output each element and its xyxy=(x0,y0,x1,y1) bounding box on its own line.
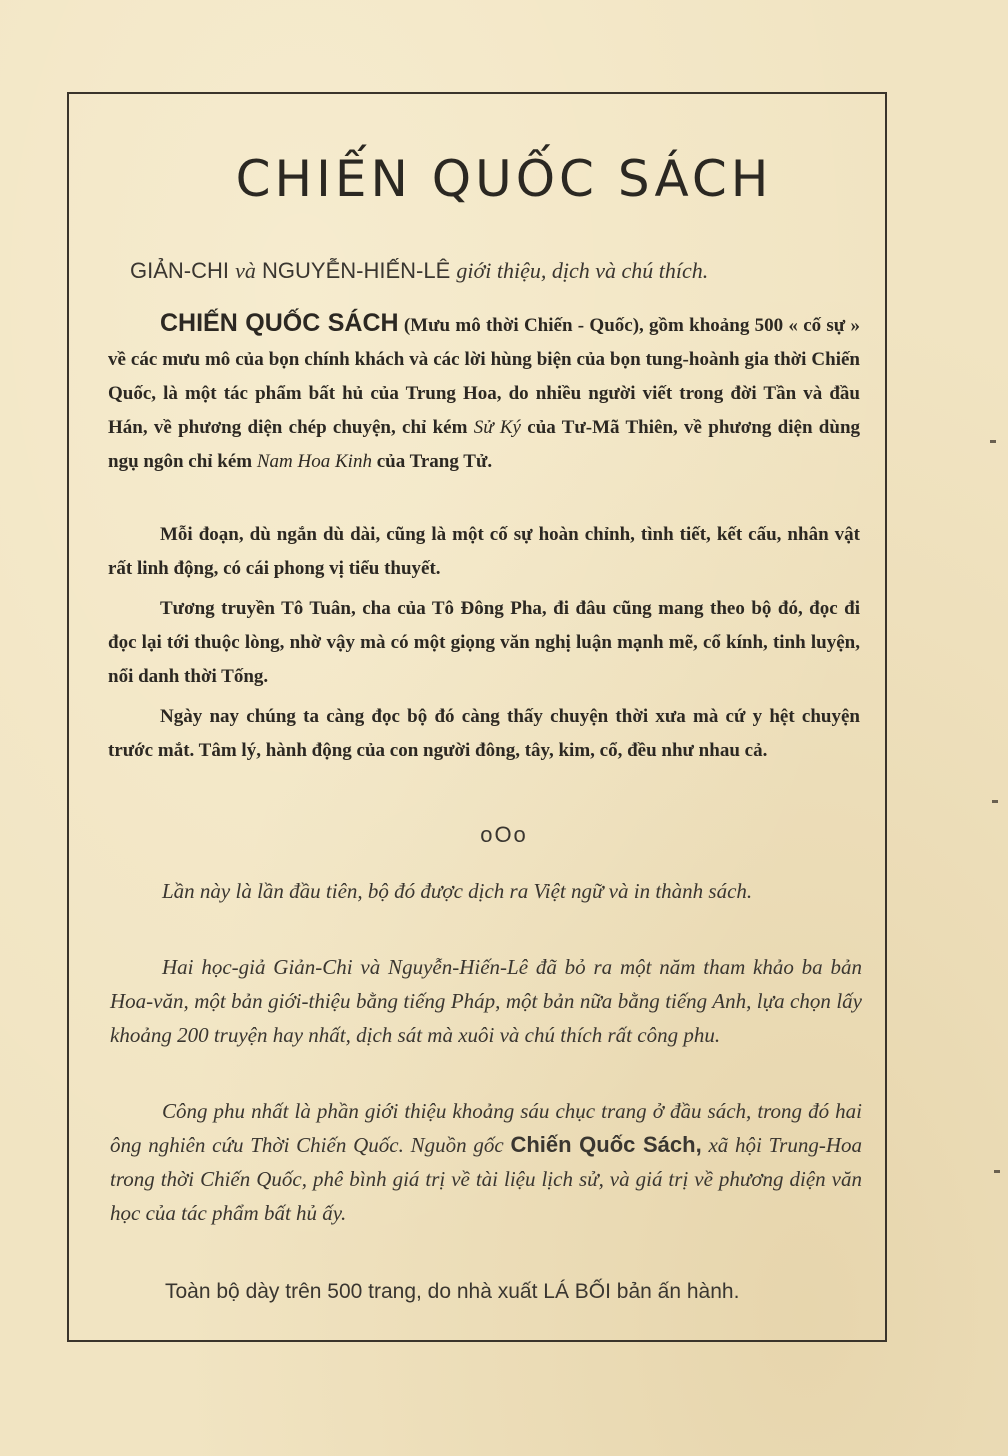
intro-text-1: (Mưu mô thời Chiến - Quốc), gồm khoảng 500 « cố sự » về các mưu mô của bọn chính khách và các lời hùng biện của bọn tung-hoành gia thời Chiến Quốc, là một tác phẩm bất hủ của Trung Hoa, do nhiều người viết trong đời Tần và đầu Hán, về phương diện chép chuyện, chỉ kém xyxy=(108,315,860,438)
author-1: GIẢN-CHI xyxy=(130,258,229,283)
ipara3-text-2: xã hội Trung-Hoa trong thời Chiến Quốc, phê bình giá trị về tài liệu lịch sử, và giá trị về phương diện văn học của tác phẩm bất hủ ấy. xyxy=(110,1133,862,1225)
ipara3-bold: Chiến Quốc Sách, xyxy=(510,1132,702,1157)
italic-paragraph-3 xyxy=(110,1094,862,1230)
paragraph-2: Mỗi đoạn, dù ngắn dù dài, cũng là một cố sự hoàn chỉnh, tình tiết, kết cấu, nhân vật rất linh động, có cái phong vị tiểu thuyết. xyxy=(108,524,860,579)
edge-mark xyxy=(990,440,996,443)
intro-text-2: của Tư-Mã Thiên, về phương diện dùng ngụ ngôn chỉ kém xyxy=(108,417,861,472)
page-title: CHIẾN QUỐC SÁCH xyxy=(235,150,773,208)
italic-paragraph-1: Lần này là lần đầu tiên, bộ đó được dịch ra Việt ngữ và in thành sách. xyxy=(162,879,753,903)
byline xyxy=(130,258,890,284)
intro-em-2: Nam Hoa Kinh xyxy=(256,451,372,472)
edge-mark xyxy=(994,1170,1000,1173)
paragraph-4: Ngày nay chúng ta càng đọc bộ đó càng thấy chuyện thời xưa mà cứ y hệt chuyện trước mắt. Tâm lý, hành động của con người đông, tây, kim, cổ, đều như nhau cả. xyxy=(108,706,860,761)
paragraph-3: Tương truyền Tô Tuân, cha của Tô Đông Pha, đi đâu cũng mang theo bộ đó, đọc đi đọc lại tới thuộc lòng, nhờ vậy mà có một giọng văn nghị luận mạnh mẽ, cổ kính, tinh luyện, nổi danh thời Tống. xyxy=(108,598,860,687)
intro-lead: CHIẾN QUỐC SÁCH xyxy=(160,309,399,337)
publisher-line: Toàn bộ dày trên 500 trang, do nhà xuất LÁ BỐI bản ấn hành. xyxy=(165,1280,740,1303)
byline-role: giới thiệu, dịch và chú thích. xyxy=(456,258,709,283)
italic-paragraph-2: Hai học-giả Giản-Chi và Nguyễn-Hiến-Lê đã bỏ ra một năm tham khảo ba bản Hoa-văn, một bản giới-thiệu bằng tiếng Pháp, một bản nữa bằng tiếng Anh, lựa chọn lấy khoảng 200 truyện hay nhất, dịch sát mà xuôi và chú thích rất công phu. xyxy=(110,955,862,1047)
separator: oOo xyxy=(480,822,528,847)
byline-conjunction: và xyxy=(235,258,256,283)
paragraph-intro xyxy=(108,306,860,479)
intro-em-1: Sử Ký xyxy=(473,417,521,438)
intro-text-3: của Trang Tử. xyxy=(371,451,493,472)
author-2: NGUYỄN-HIẾN-LÊ xyxy=(262,258,451,283)
edge-mark xyxy=(992,800,998,803)
ipara3-text-1: Công phu nhất là phần giới thiệu khoảng sáu chục trang ở đầu sách, trong đó hai ông nghiên cứu Thời Chiến Quốc. Nguồn gốc xyxy=(110,1099,862,1157)
